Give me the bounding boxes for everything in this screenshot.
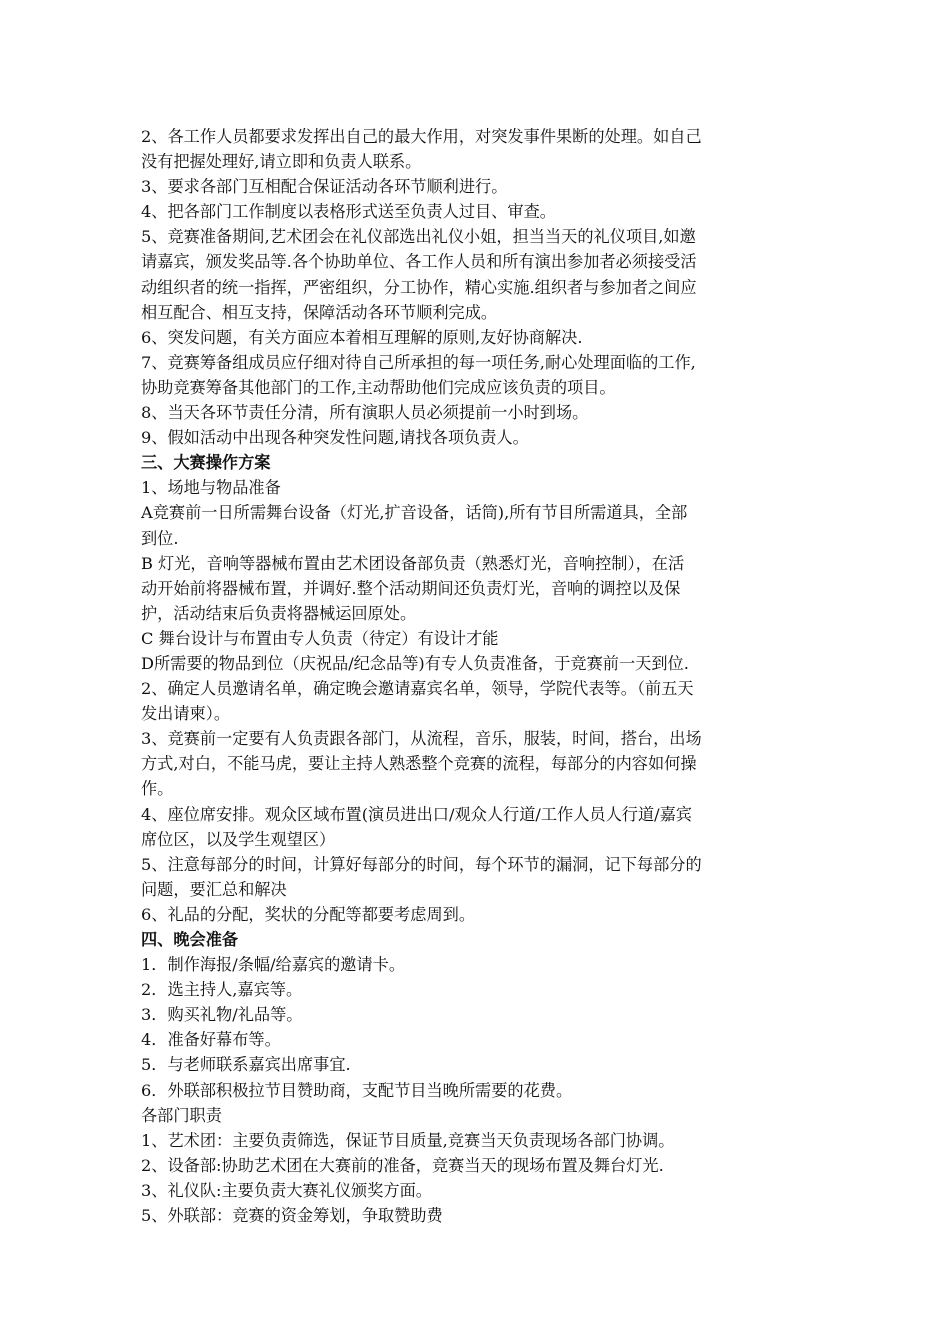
text-line: 3、礼仪队:主要负责大赛礼仪颁奖方面。 xyxy=(141,1180,432,1200)
text-line: 3．购买礼物/礼品等。 xyxy=(141,1005,303,1025)
text-line: 1．制作海报/条幅/给嘉宾的邀请卡。 xyxy=(141,955,406,975)
text-line: 护，活动结束后负责将器械运回原处。 xyxy=(141,603,417,623)
text-line: 协助竞赛筹备其他部门的工作,主动帮助他们完成应该负责的项目。 xyxy=(141,377,616,397)
text-line: 各部门职责 xyxy=(141,1105,222,1125)
text-line: 席位区，以及学生观望区） xyxy=(141,829,336,849)
text-line: 方式,对白，不能马虎，要让主持人熟悉整个竞赛的流程，每部分的内容如何操 xyxy=(141,754,697,774)
text-line: 1、艺术团：主要负责筛选，保证节目质量,竞赛当天负责现场各部门协调。 xyxy=(141,1130,675,1150)
text-line: 3、要求各部门互相配合保证活动各环节顺利进行。 xyxy=(141,177,508,197)
text-line: 4．准备好幕布等。 xyxy=(141,1030,281,1050)
text-line: 6、突发问题，有关方面应本着相互理解的原则,友好协商解决. xyxy=(141,327,583,347)
text-line: 5．与老师联系嘉宾出席事宜. xyxy=(141,1055,351,1075)
text-line: 1、场地与物品准备 xyxy=(141,478,281,498)
text-line: 9、假如活动中出现各种突发性问题,请找各项负责人。 xyxy=(141,428,529,448)
text-line: 5、外联部：竞赛的资金筹划，争取赞助费 xyxy=(141,1206,443,1226)
text-line: 2、各工作人员都要求发挥出自己的最大作用，对突发事件果断的处理。如自己 xyxy=(141,127,702,146)
text-line: 8、当天各环节责任分清，所有演职人员必须提前一小时到场。 xyxy=(141,403,589,423)
text-line: 到位. xyxy=(141,528,179,548)
text-line: 5、竞赛准备期间,艺术团会在礼仪部选出礼仪小姐，担当当天的礼仪项目,如邀 xyxy=(141,227,696,247)
text-line: 2、设备部:协助艺术团在大赛前的准备，竞赛当天的现场布置及舞台灯光. xyxy=(141,1155,664,1175)
text-line: 6、礼品的分配，奖状的分配等都要考虑周到。 xyxy=(141,904,476,924)
text-line: 问题，要汇总和解决 xyxy=(141,879,287,899)
text-line: 6．外联部积极拉节目赞助商，支配节目当晚所需要的花费。 xyxy=(141,1080,573,1100)
text-line: A竞赛前一日所需舞台设备（灯光,扩音设备，话筒),所有节目所需道具，全部 xyxy=(141,503,688,523)
text-line: B 灯光，音响等器械布置由艺术团设备部负责（熟悉灯光，音响控制），在活 xyxy=(141,553,685,573)
section-heading: 三、大赛操作方案 xyxy=(141,453,271,473)
text-line: 没有把握处理好,请立即和负责人联系。 xyxy=(141,152,422,172)
text-line: 7、竞赛筹备组成员应仔细对待自己所承担的每一项任务,耐心处理面临的工作, xyxy=(141,352,696,372)
text-line: 作。 xyxy=(141,779,174,799)
document-body xyxy=(141,124,813,1228)
text-line: 3、竞赛前一定要有人负责跟各部门，从流程，音乐，服装，时间，搭台，出场 xyxy=(141,729,702,749)
text-line: 请嘉宾，颁发奖品等.各个协助单位、各工作人员和所有演出参加者必须接受活 xyxy=(141,252,697,272)
text-line: 5、注意每部分的时间，计算好每部分的时间，每个环节的漏洞，记下每部分的 xyxy=(141,854,702,874)
section-heading: 四、晚会准备 xyxy=(141,930,239,949)
text-line: 4、座位席安排。观众区域布置(演员进出口/观众人行道/工作人员人行道/嘉宾 xyxy=(141,804,692,824)
text-line: 2．选主持人,嘉宾等。 xyxy=(141,980,303,1000)
text-line: 4、把各部门工作制度以表格形式送至负责人过目、审查。 xyxy=(141,202,556,222)
text-line: 相互配合、相互支持，保障活动各环节顺利完成。 xyxy=(141,302,498,322)
text-line: 动组织者的统一指挥，严密组织，分工协作，精心实施.组织者与参加者之间应 xyxy=(141,277,697,297)
text-line: C 舞台设计与布置由专人负责（待定）有设计才能 xyxy=(141,628,499,648)
text-line: 发出请柬）。 xyxy=(141,704,231,724)
text-line: D所需要的物品到位（庆祝品/纪念品等)有专人负责准备，于竞赛前一天到位. xyxy=(141,653,689,673)
text-line: 动开始前将器械布置，并调好.整个活动期间还负责灯光，音响的调控以及保 xyxy=(141,578,681,598)
text-line: 2、确定人员邀请名单，确定晚会邀请嘉宾名单，领导，学院代表等。（前五天 xyxy=(141,679,694,699)
